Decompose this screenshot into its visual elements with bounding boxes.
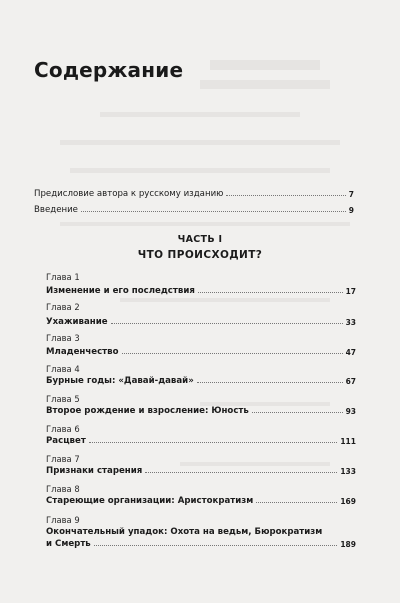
chapter-label: Глава 1 — [46, 272, 80, 282]
chapter-page: 93 — [345, 407, 356, 416]
dot-leader — [198, 292, 343, 293]
chapter-title: Расцвет — [46, 436, 86, 446]
chapter-title: Второе рождение и взросление: Юность — [46, 406, 249, 416]
dot-leader — [122, 353, 343, 354]
toc-entry-label: Предисловие автора к русскому изданию — [34, 189, 224, 199]
chapter-label: Глава 7 — [46, 454, 80, 464]
chapter-entry-3[interactable] — [46, 344, 356, 357]
chapter-page: 17 — [345, 287, 356, 296]
chapter-page: 33 — [345, 318, 356, 327]
show-through-block — [120, 298, 330, 302]
chapter-label: Глава 6 — [46, 424, 80, 434]
chapter-page: 133 — [340, 467, 356, 476]
chapter-entry-8[interactable] — [46, 493, 356, 506]
toc-entry-page: 9 — [348, 206, 354, 215]
dot-leader — [145, 472, 337, 473]
chapter-entry-4[interactable] — [46, 373, 356, 386]
dot-leader — [226, 195, 345, 196]
toc-entry-page: 7 — [348, 190, 354, 199]
chapter-entry-2[interactable] — [46, 314, 356, 327]
toc-entry-label: Введение — [34, 205, 78, 215]
chapter-title-line2: и Смерть — [46, 539, 91, 549]
show-through-block — [60, 140, 340, 145]
show-through-block — [60, 222, 350, 226]
chapter-label: Глава 8 — [46, 484, 80, 494]
chapter-entry-5[interactable] — [46, 403, 356, 416]
chapter-title: Стареющие организации: Аристократизм — [46, 496, 254, 506]
show-through-block — [100, 112, 300, 117]
dot-leader — [256, 502, 337, 503]
chapter-page: 111 — [340, 437, 356, 446]
dot-leader — [197, 382, 343, 383]
part-number: ЧАСТЬ I — [177, 234, 223, 245]
dot-leader — [252, 412, 343, 413]
chapter-title-line1[interactable]: Окончательный упадок: Охота на ведьм, Бюрократизм — [46, 527, 323, 537]
chapter-title: Изменение и его последствия — [46, 286, 195, 296]
dot-leader — [94, 545, 338, 546]
show-through-block — [70, 168, 330, 173]
chapter-label: Глава 9 — [46, 515, 80, 525]
chapter-entry-6[interactable] — [46, 433, 356, 446]
chapter-title: Младенчество — [46, 347, 119, 357]
chapter-label: Глава 3 — [46, 333, 80, 343]
chapter-label: Глава 4 — [46, 364, 80, 374]
chapter-page: 189 — [340, 540, 356, 549]
page-title: Содержание — [34, 58, 184, 82]
chapter-title: Бурные годы: «Давай-давай» — [46, 376, 194, 386]
chapter-entry-7[interactable] — [46, 463, 356, 476]
show-through-block — [200, 80, 330, 89]
chapter-title: Признаки старения — [46, 466, 143, 476]
dot-leader — [111, 323, 343, 324]
chapter-entry-1[interactable] — [46, 283, 356, 296]
dot-leader — [81, 211, 346, 212]
chapter-page: 47 — [345, 348, 356, 357]
chapter-page: 67 — [345, 377, 356, 386]
chapter-label: Глава 5 — [46, 394, 80, 404]
chapter-title: Ухаживание — [46, 317, 108, 327]
toc-entry-introduction[interactable] — [34, 201, 354, 215]
show-through-block — [210, 60, 320, 70]
chapter-page: 169 — [340, 497, 356, 506]
chapter-label: Глава 2 — [46, 302, 80, 312]
dot-leader — [89, 442, 338, 443]
part-title: ЧТО ПРОИСХОДИТ? — [137, 249, 263, 261]
toc-entry-preface[interactable] — [34, 185, 354, 199]
chapter-entry-9[interactable] — [46, 536, 356, 549]
